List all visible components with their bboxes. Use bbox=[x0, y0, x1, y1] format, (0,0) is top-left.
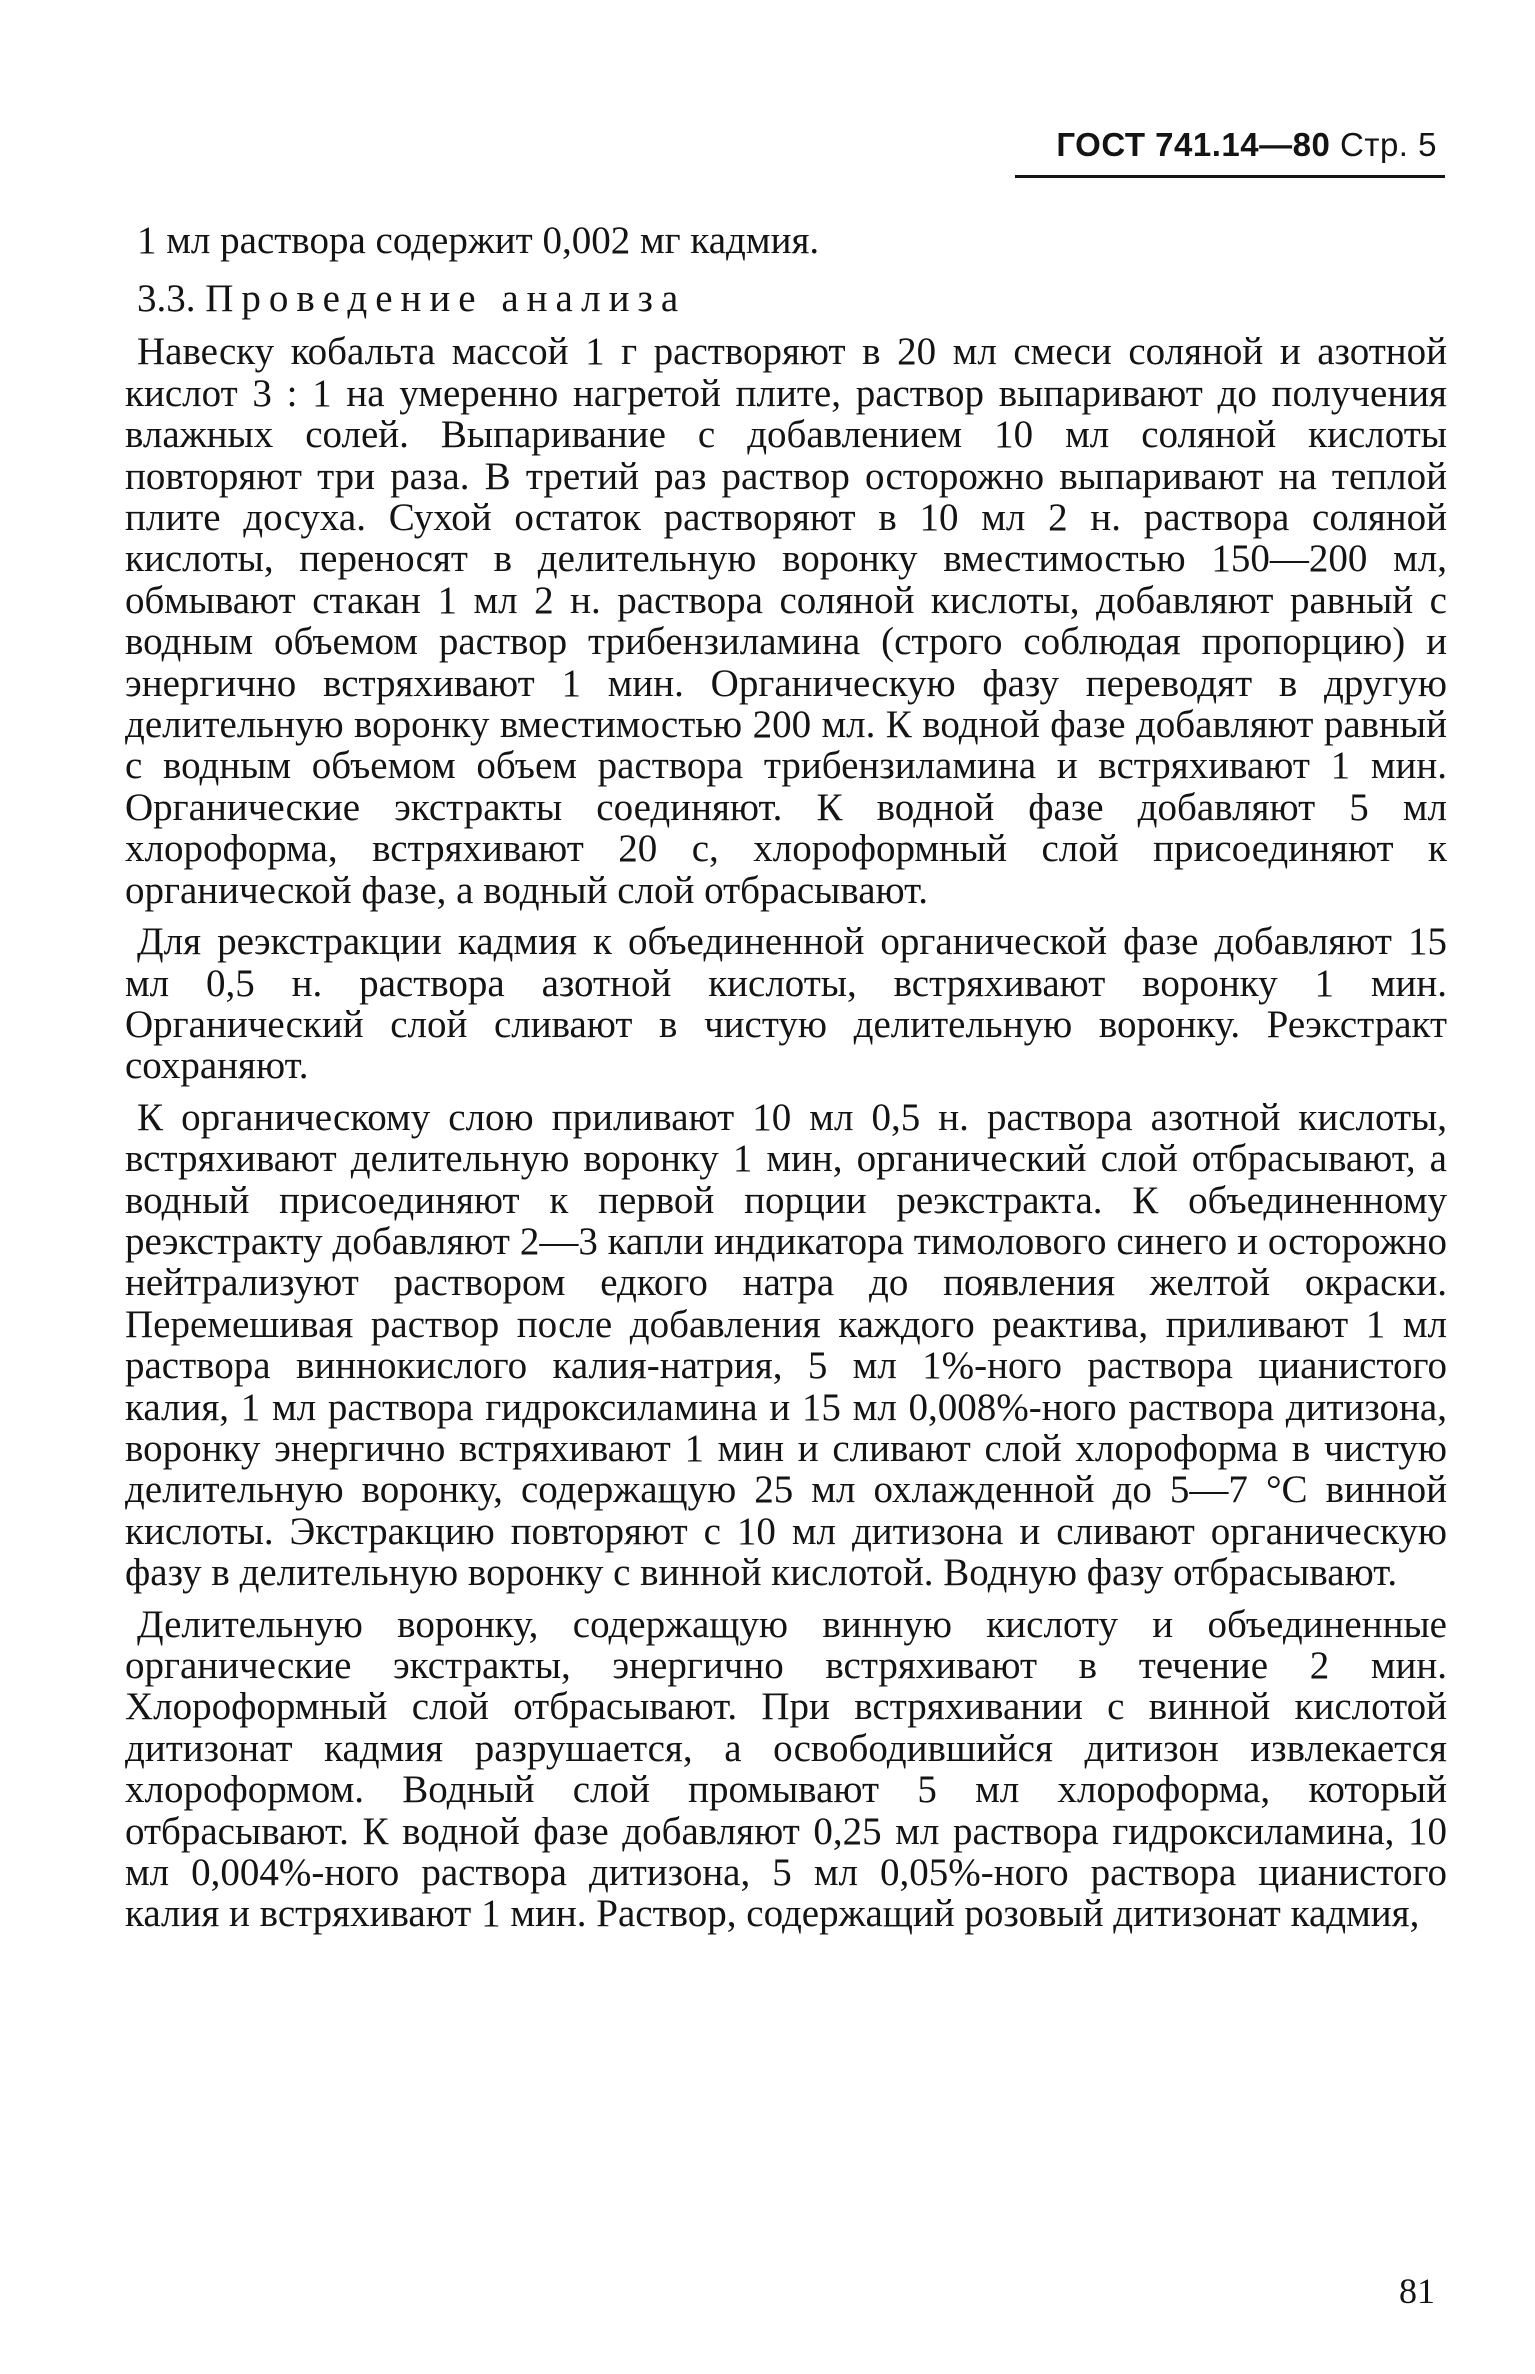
paragraph-2: Для реэкстракции кадмия к объединенной органической фазе добавляют 15 мл 0,5 н. раствора азотной кислоты, встряхивают воронку 1 мин. Органический слой сливают в чистую делительную воронку. Реэкстракт сохраняют. bbox=[125, 920, 1447, 1088]
section-number: 3.3. bbox=[137, 277, 196, 321]
paragraph-4: Делительную воронку, содержащую винную кислоту и объединенные органические экстракты, энергично встряхивают в течение 2 мин. Хлороформный слой отбрасывают. При встряхивании с винной кислотой дитизонат кадмия разрушается, а освободившийся дитизон извлекается хлороформом. Водный слой промывают 5 мл хлороформа, который отбрасывают. К водной фазе добавляют 0,25 мл раствора гидроксиламина, 10 мл 0,004%-ного раствора дитизона, 5 мл 0,05%-ного раствора цианистого калия и встряхивают 1 мин. Раствор, содержащий розовый дитизонат кадмия, bbox=[125, 1602, 1447, 1936]
page-label: Стр. 5 bbox=[1340, 126, 1437, 163]
header-rule bbox=[1015, 175, 1445, 178]
page-header bbox=[1015, 118, 1445, 180]
page-number: 81 bbox=[1399, 2271, 1435, 2311]
lead-line: 1 мл раствора содержит 0,002 мг кадмия. bbox=[137, 219, 820, 262]
section-heading bbox=[125, 277, 1447, 321]
standard-number: ГОСТ 741.14—80 bbox=[1056, 126, 1331, 163]
document-body bbox=[125, 220, 1447, 1935]
paragraph-3: К органическому слою приливают 10 мл 0,5 н. раствора азотной кислоты, встряхивают делительную воронку 1 мин, органический слой отбрасывают, а водный присоединяют к первой порции реэкстракта. К объединенному реэкстракту добавляют 2—3 капли индикатора тимолового синего и осторожно нейтрализуют раствором едкого натра до появления желтой окраски. Перемешивая раствор после добавления каждого реактива, приливают 1 мл раствора виннокислого калия-натрия, 5 мл 1%-ного раствора цианистого калия, 1 мл раствора гидроксиламина и 15 мл 0,008%-ного раствора дитизона, воронку энергично встряхивают 1 мин и сливают слой хлороформа в чистую делительную воронку, содержащую 25 мл охлажденной до 5—7 °С винной кислоты. Экстракцию повторяют с 10 мл дитизона и сливают органическую фазу в делительную воронку с винной кислотой. Водную фазу отбрасывают. bbox=[125, 1095, 1447, 1595]
header-text bbox=[1056, 126, 1437, 164]
section-title: Проведение анализа bbox=[205, 277, 687, 321]
paragraph-1: Навеску кобальта массой 1 г растворяют в 20 мл смеси соляной и азотной кислот 3 : 1 на умеренно нагретой плите, раствор выпаривают до получения влажных солей. Выпаривание с добавлением 10 мл соляной кислоты повторяют три раза. В третий раз раствор осторожно выпаривают на теплой плите досуха. Сухой остаток растворяют в 10 мл 2 н. раствора соляной кислоты, переносят в делительную воронку вместимостью 150—200 мл, обмывают стакан 1 мл 2 н. раствора соляной кислоты, добавляют равный с водным объемом раствор трибензиламина (строго соблюдая пропорцию) и энергично встряхивают 1 мин. Органическую фазу переводят в другую делительную воронку вместимостью 200 мл. К водной фазе добавляют равный с водным объемом объем раствора трибензиламина и встряхивают 1 мин. Органические экстракты соединяют. К водной фазе добавляют 5 мл хлороформа, встряхивают 20 с, хлороформный слой присоединяют к органической фазе, а водный слой отбрасывают. bbox=[125, 330, 1447, 912]
